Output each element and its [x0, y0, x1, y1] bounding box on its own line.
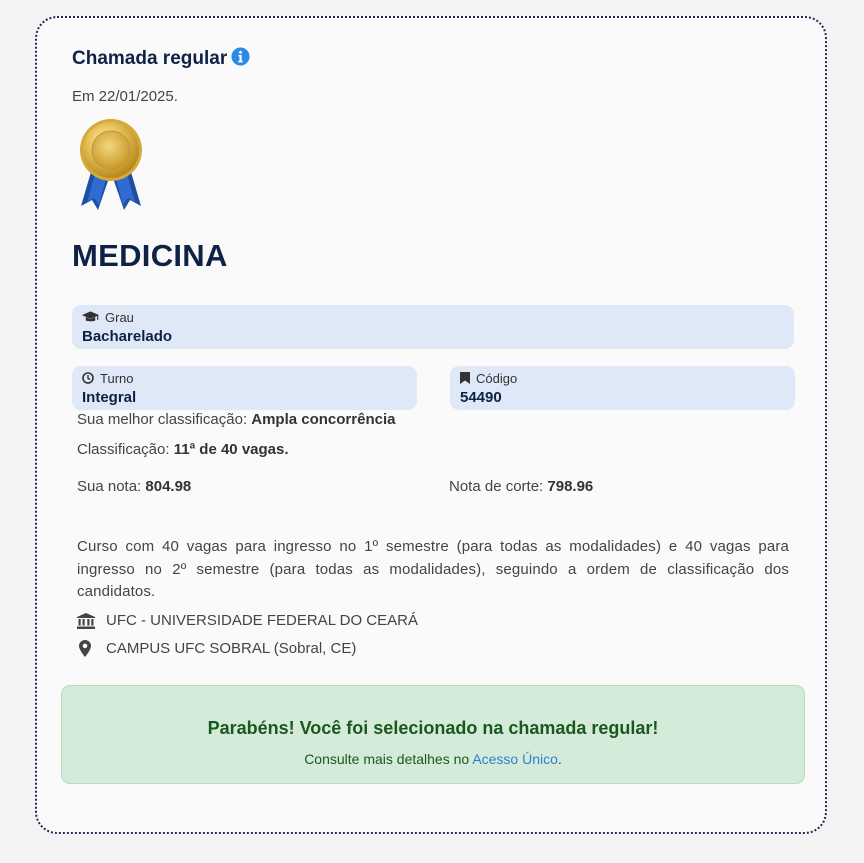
best-classification [77, 411, 395, 428]
campus-name: CAMPUS UFC SOBRAL (Sobral, CE) [106, 640, 357, 657]
user-score [77, 478, 191, 495]
graduation-cap-icon [82, 311, 99, 323]
institution-row [77, 612, 418, 629]
bookmark-icon [460, 372, 470, 384]
codigo-value: 54490 [460, 389, 502, 406]
classification-label: Classificação: [77, 441, 170, 458]
grau-panel [72, 305, 794, 349]
campus-row [79, 640, 356, 657]
user-score-label: Sua nota: [77, 478, 142, 495]
info-circle-icon[interactable] [231, 47, 250, 66]
acesso-unico-link[interactable]: Acesso Único [472, 751, 558, 767]
course-name: MEDICINA [72, 238, 228, 273]
turno-value: Integral [82, 389, 137, 406]
map-marker-icon [79, 640, 91, 657]
turno-panel [72, 366, 417, 410]
university-icon [77, 613, 95, 629]
course-description: Curso com 40 vagas para ingresso no 1º semestre (para todas as modalidades) e 40 vagas para ingresso no 2º semestre (para todas as modalidades), seguindo a ordem de classificação dos candidatos. [77, 538, 789, 600]
gold-medal-icon [75, 118, 147, 214]
institution-name: UFC - UNIVERSIDADE FEDERAL DO CEARÁ [106, 612, 418, 629]
cutoff-score [449, 478, 593, 495]
success-details-suffix: . [557, 751, 562, 767]
turno-label: Turno [100, 370, 134, 386]
cutoff-score-value: 798.96 [547, 478, 594, 495]
clock-icon [82, 372, 94, 384]
best-classification-label: Sua melhor classificação: [77, 411, 248, 428]
classification [77, 441, 289, 458]
success-details-prefix: Consulte mais detalhes no [304, 751, 470, 767]
best-classification-value: Ampla concorrência [251, 411, 396, 428]
grau-label: Grau [105, 309, 134, 325]
codigo-label: Código [476, 370, 518, 386]
cutoff-score-label: Nota de corte: [449, 478, 544, 495]
success-details [62, 751, 804, 767]
call-date: Em 22/01/2025. [72, 88, 178, 105]
success-message: Parabéns! Você foi selecionado na chamada regular! [207, 718, 659, 738]
success-alert [61, 685, 805, 784]
user-score-value: 804.98 [145, 478, 192, 495]
grau-value: Bacharelado [82, 328, 173, 345]
classification-value: 11ª de 40 vagas. [173, 441, 289, 458]
page-title: Chamada regular [72, 48, 228, 69]
codigo-panel [450, 366, 795, 410]
result-card [35, 16, 827, 834]
